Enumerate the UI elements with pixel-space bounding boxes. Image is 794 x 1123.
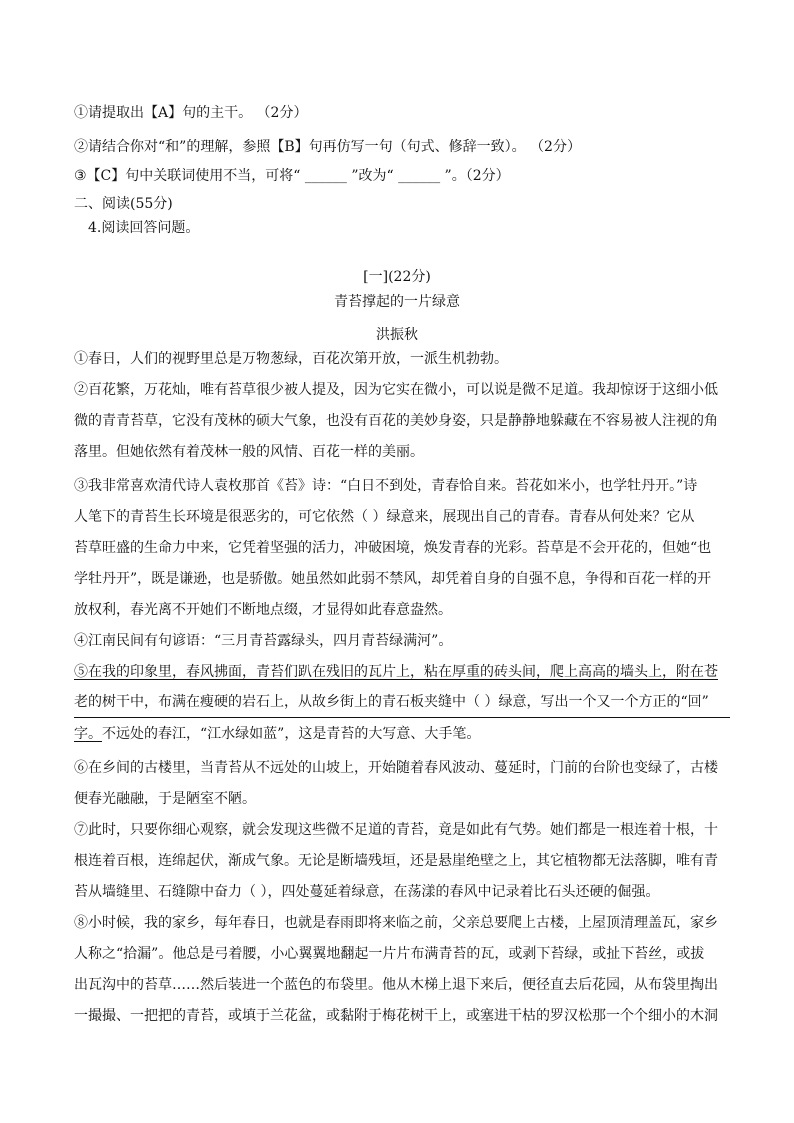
passage-author: 洪振秋 (376, 327, 418, 343)
passage-title: 青苔撑起的一片绿意 (334, 294, 460, 310)
paragraph-line: ④江南民间有句谚语：“三月青苔露绿头，四月青苔绿满河”。 (74, 633, 453, 649)
section-heading: 二、阅读(55分) (74, 196, 173, 212)
paragraph-line: ⑦此时，只要你细心观察，就会发现这些微不足道的青苔，竟是如此有气势。她们都是一根连着十根，十 (74, 822, 718, 838)
paragraph-2 (74, 375, 720, 468)
paragraph-6 (74, 753, 720, 815)
q2-text: ②请结合你对“和”的理解，参照【B】句再仿写一句（句式、修辞一致）。 （2分） (74, 139, 581, 155)
paragraph-line: 微的青青苔草，它没有茂林的硕大气象，也没有百花的美妙身姿，只是静静地躲藏在不容易被人注视的角 (74, 413, 718, 429)
paragraph-3 (74, 471, 720, 626)
paragraph-line: 落里。但她依然有着茂林一般的风情、百花一样的美丽。 (74, 444, 424, 460)
q3-text: ③【C】句中关联词使用不当，可将“ ______ ”改为“ ______ ”。（2分） (74, 168, 510, 184)
paragraph-line: 一撮撮、一把把的青苔，或填于兰花盆，或黏附于梅花树干上，或塞进干枯的罗汉松那一个个细小的木洞 (74, 1008, 718, 1024)
paragraph-line: ⑧小时候，我的家乡，每年春日，也就是春雨即将来临之前，父亲总要爬上古楼，上屋顶清理盖瓦，家乡 (74, 915, 718, 931)
underlined-line: 老的树干中，布满在瘦硬的岩石上，从故乡街上的青石板夹缝中（ ）绿意，写出一个又一个方正的“回” (74, 688, 730, 718)
paragraph-5 (74, 657, 720, 751)
paragraph-line: 人笔下的青苔生长环境是很恶劣的，可它依然（ ）绿意来，展现出自己的青春。青春从何处来？它从 (74, 509, 695, 525)
paragraph-4 (74, 626, 720, 657)
paragraph-line: 根连着百根，连绵起伏，渐成气象。无论是断墙残垣，还是悬崖绝壁之上，其它植物都无法落脚，唯有青 (74, 853, 718, 869)
paragraph-line (74, 718, 720, 751)
paragraph-1 (74, 344, 720, 375)
paragraph-line: 苔草旺盛的生命力中来，它凭着坚强的活力，冲破困境，焕发青春的光彩。苔草是不会开花的，但她“也 (74, 540, 712, 556)
paragraph-line: ③我非常喜欢清代诗人袁枚那首《苔》诗：“白日不到处，青春恰自来。苔花如米小，也学牡丹开。”诗 (74, 478, 698, 494)
paragraph-line: ②百花繁，万花灿，唯有苔草很少被人提及，因为它实在微小，可以说是微不足道。我却惊讶于这细小低 (74, 382, 718, 398)
q1-text: ①请提取出【A】句的主干。 （2分） (74, 105, 308, 121)
paragraph-line: 人称之“拾漏”。他总是弓着腰，小心翼翼地翻起一片片布满青苔的瓦，或剥下苔绿，或扯下苔丝，或拔 (74, 946, 705, 962)
paragraph-line: 学牡丹开”，既是谦逊，也是骄傲。她虽然如此弱不禁风，却凭着自身的自强不息，争得和百花一样的开 (74, 571, 712, 587)
paragraph-line-tail: 不远处的春江，“江水绿如蓝”，这是青苔的大写意、大手笔。 (102, 726, 481, 742)
paragraph-line: ⑥在乡间的古楼里，当青苔从不远处的山坡上，开始随着春风波动、蔓延时，门前的台阶也变绿了，古楼 (74, 760, 718, 776)
question-4: 4.阅读回答问题。 (88, 220, 200, 236)
underlined-fragment: 字。 (74, 726, 102, 742)
underlined-line: ⑤在我的印象里，春风拂面，青苔们趴在残旧的瓦片上，粘在厚重的砖头间，爬上高高的墙头上，附在苍 (74, 664, 718, 680)
paragraph-line: ①春日，人们的视野里总是万物葱绿，百花次第开放，一派生机勃勃。 (74, 351, 508, 367)
paragraph-7 (74, 815, 720, 908)
paragraph-line: 便春光融融，于是陋室不陋。 (74, 791, 256, 807)
paragraph-8 (74, 908, 720, 1032)
paragraph-line: 出瓦沟中的苔草……然后装进一个蓝色的布袋里。他从木梯上退下来后，便径直去后花园，从布袋里掏出 (74, 977, 718, 993)
passage-part-label: [一](22分) (363, 269, 431, 285)
paragraph-line: 苔从墙缝里、石缝隙中奋力（ ），四处蔓延着绿意，在荡漾的春风中记录着比石头还硬的倔强。 (74, 884, 660, 900)
paragraph-line: 放权利，春光离不开她们不断地点缀，才显得如此春意盎然。 (74, 602, 452, 618)
